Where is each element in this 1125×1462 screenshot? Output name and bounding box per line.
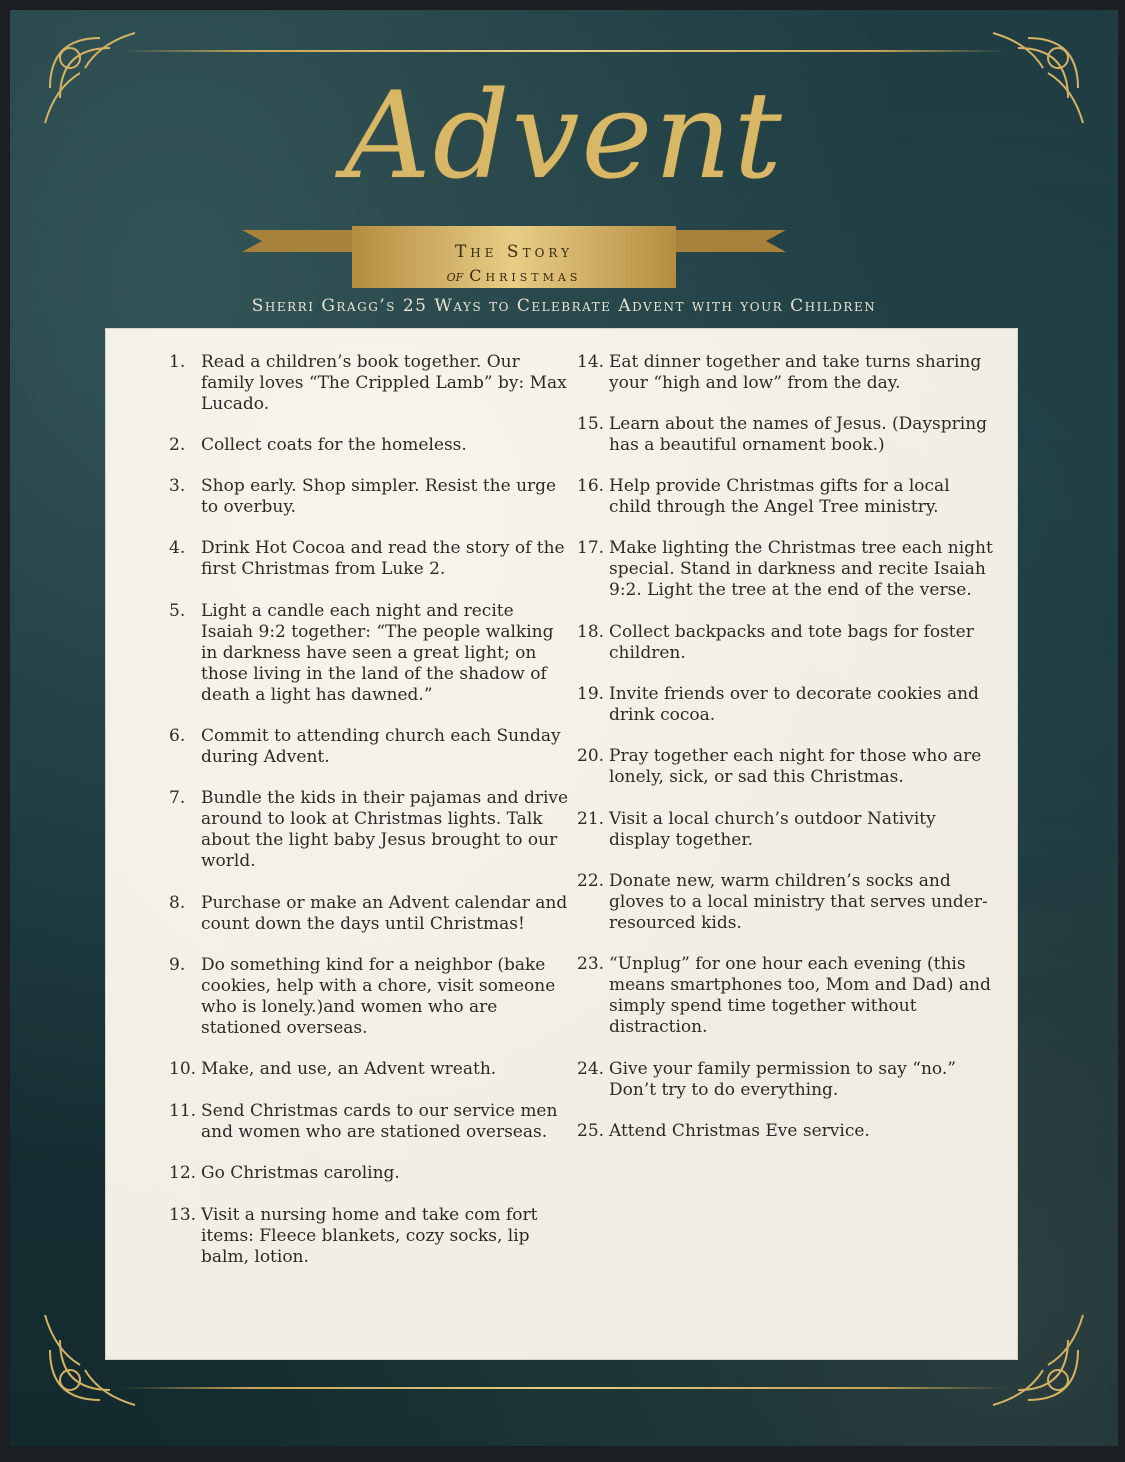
list-item-number: 5.	[169, 601, 186, 621]
list-item-text: Drink Hot Cocoa and read the story of the first Christmas from Luke 2.	[201, 538, 565, 579]
list-item-text: Give your family permission to say “no.” Don’t try to do everything.	[609, 1059, 956, 1100]
list-item-number: 13.	[169, 1205, 197, 1225]
list-item-number: 2.	[169, 435, 186, 455]
subtitle: Sherri Gragg’s 25 Ways to Celebrate Advent with your Children	[251, 296, 877, 316]
list-item	[169, 476, 569, 518]
list-item	[169, 1163, 569, 1184]
list-item-number: 18.	[577, 622, 605, 642]
list-item	[169, 352, 569, 415]
list-item-text: Help provide Christmas gifts for a local child through the Angel Tree ministry.	[609, 476, 950, 517]
list-item	[169, 1205, 569, 1268]
list-item-text: Go Christmas caroling.	[201, 1163, 400, 1183]
list-item	[169, 1101, 569, 1143]
list-item	[577, 1121, 997, 1142]
list-item	[169, 726, 569, 768]
list-item	[169, 601, 569, 706]
top-ornament-line	[120, 50, 1008, 52]
list-item	[169, 788, 569, 872]
list-item-number: 15.	[577, 414, 605, 434]
list-item	[169, 538, 569, 580]
list-item-number: 11.	[169, 1101, 197, 1121]
list-item-text: Eat dinner together and take turns sharing your “high and low” from the day.	[609, 352, 982, 393]
list-item-text: Collect backpacks and tote bags for foster children.	[609, 622, 974, 663]
flyer-page	[10, 10, 1118, 1446]
list-item-text: Attend Christmas Eve service.	[609, 1121, 870, 1141]
list-item	[577, 746, 997, 788]
ribbon-line-1: The Story	[454, 242, 574, 262]
list-item-text: Send Christmas cards to our service men and women who are stationed overseas.	[201, 1101, 558, 1142]
list-item	[577, 538, 997, 601]
list-item-text: Light a candle each night and recite Isaiah 9:2 together: “The people walking in darkness have seen a great light; on those living in the land of the shadow of death a light has dawned.”	[201, 601, 554, 705]
list-item	[577, 476, 997, 518]
list-item	[577, 352, 997, 394]
list-item-text: Invite friends over to decorate cookies and drink cocoa.	[609, 684, 979, 725]
page-title: Advent	[344, 67, 784, 206]
list-item-number: 8.	[169, 893, 186, 913]
list-item-number: 16.	[577, 476, 605, 496]
list-item-text: Make lighting the Christmas tree each night special. Stand in darkness and recite Isaiah 9:2. Light the tree at the end of the verse.	[609, 538, 993, 600]
list-item-text: Visit a nursing home and take com fort items: Fleece blankets, cozy socks, lip balm, lotion.	[201, 1205, 538, 1267]
list-panel	[105, 328, 1018, 1360]
right-column	[577, 352, 997, 1142]
list-item-text: Do something kind for a neighbor (bake cookies, help with a chore, visit someone who is lonely.)and women who are stationed overseas.	[201, 955, 556, 1038]
ribbon-of: of	[446, 266, 464, 285]
list-item-number: 1.	[169, 352, 186, 372]
list-item	[577, 1059, 997, 1101]
list-item-number: 14.	[577, 352, 605, 372]
list-item	[169, 435, 569, 456]
list-item-text: “Unplug” for one hour each evening (this means smartphones too, Mom and Dad) and simply spend time together without distraction.	[609, 954, 991, 1037]
list-item-text: Visit a local church’s outdoor Nativity display together.	[609, 809, 936, 850]
bottom-ornament-line	[120, 1387, 1008, 1389]
list-item-text: Read a children’s book together. Our family loves “The Crippled Lamb” by: Max Lucado.	[201, 352, 567, 414]
list-item-text: Commit to attending church each Sunday during Advent.	[201, 726, 561, 767]
list-item-number: 22.	[577, 871, 605, 891]
list-item	[169, 955, 569, 1039]
list-item-number: 21.	[577, 809, 605, 829]
list-item-text: Shop early. Shop simpler. Resist the urge to overbuy.	[201, 476, 557, 517]
list-item	[577, 809, 997, 851]
list-item-text: Learn about the names of Jesus. (Dayspring has a beautiful ornament book.)	[609, 414, 988, 455]
list-item	[577, 622, 997, 664]
list-item-number: 10.	[169, 1059, 197, 1079]
list-item-number: 24.	[577, 1059, 605, 1079]
list-item	[577, 684, 997, 726]
left-column	[169, 352, 569, 1268]
list-item-number: 7.	[169, 788, 186, 808]
list-item-number: 23.	[577, 954, 605, 974]
ribbon-christmas: Christmas	[469, 266, 582, 285]
list-item	[169, 1059, 569, 1080]
list-item	[169, 893, 569, 935]
list-item-number: 25.	[577, 1121, 605, 1141]
list-item-number: 12.	[169, 1163, 197, 1183]
list-item-number: 9.	[169, 955, 186, 975]
list-item-number: 4.	[169, 538, 186, 558]
list-item-text: Collect coats for the homeless.	[201, 435, 467, 455]
list-item-text: Donate new, warm children’s socks and gloves to a local ministry that serves under-resourced kids.	[609, 871, 988, 933]
list-item-number: 3.	[169, 476, 186, 496]
list-item	[577, 871, 997, 934]
list-item-number: 17.	[577, 538, 605, 558]
list-item-text: Bundle the kids in their pajamas and drive around to look at Christmas lights. Talk about the light baby Jesus brought to our world.	[201, 788, 569, 871]
list-item-text: Purchase or make an Advent calendar and count down the days until Christmas!	[201, 893, 568, 934]
list-item-number: 20.	[577, 746, 605, 766]
list-item-text: Make, and use, an Advent wreath.	[201, 1059, 497, 1079]
ribbon-line-2	[242, 266, 786, 285]
list-item	[577, 414, 997, 456]
list-item	[577, 954, 997, 1038]
ribbon-banner	[242, 222, 786, 292]
list-item-text: Pray together each night for those who are lonely, sick, or sad this Christmas.	[609, 746, 982, 787]
list-item-number: 19.	[577, 684, 605, 704]
list-item-number: 6.	[169, 726, 186, 746]
